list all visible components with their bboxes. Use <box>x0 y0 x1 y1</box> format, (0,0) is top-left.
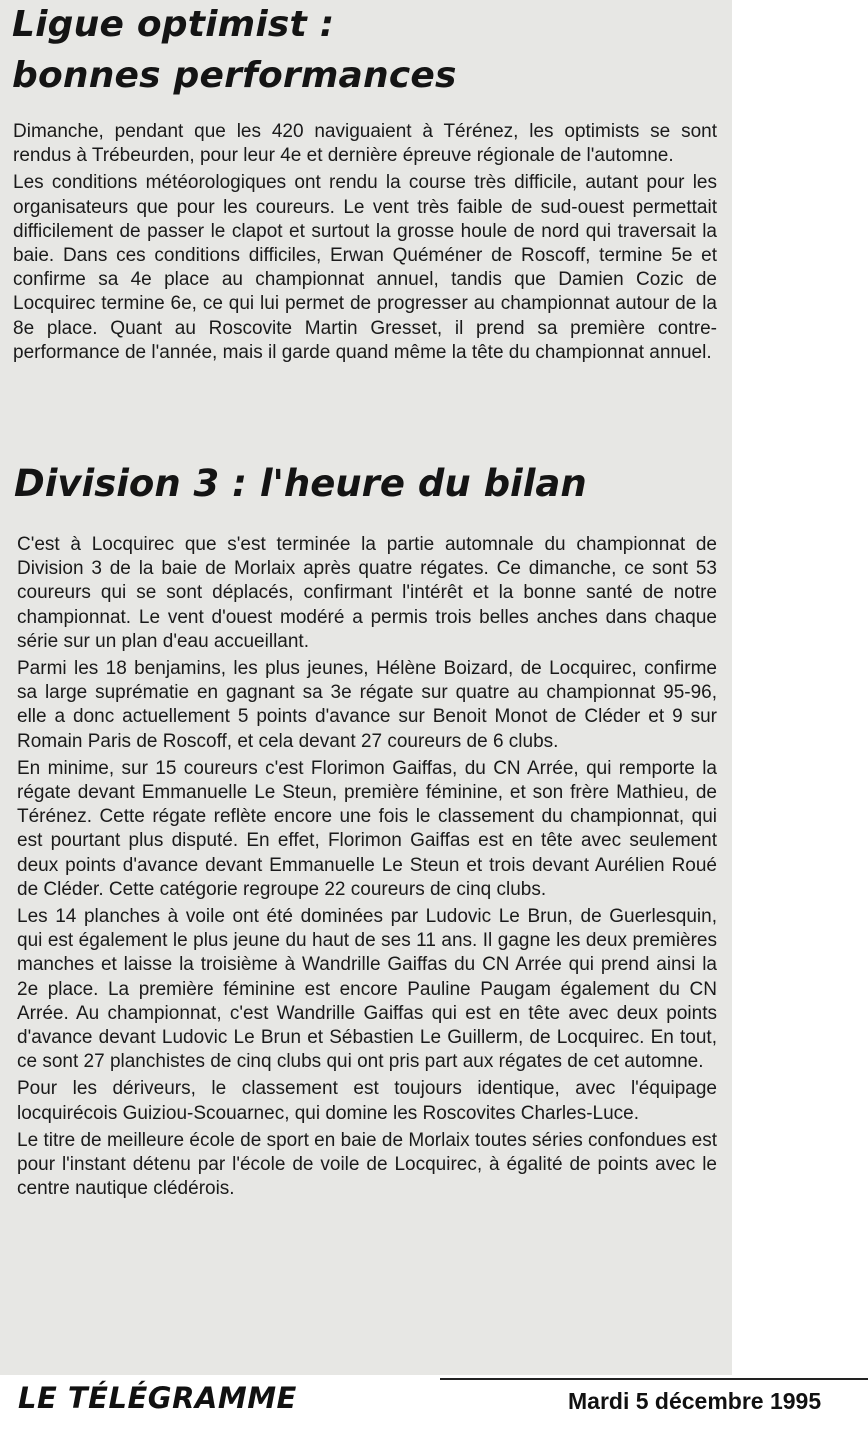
article2-paragraph: Les 14 planches à voile ont été dominées par Ludovic Le Brun, de Guerlesquin, qui est également le plus jeune du haut de ses 11 ans. Il gagne les deux premières manches et laisse la troisième à Wandrille Gaiffas du CN Arrée qui prend ainsi la 2e place. La première féminine est encore Pauline Paugam également du CN Arrée. Au championnat, c'est Wandrille Gaiffas qui est en tête avec deux points d'avance devant Ludovic Le Brun et Sébastien Le Guillerm, de Locquirec. En tout, ce sont 27 planchistes de cinq clubs qui ont pris part aux régates de cet automne. <box>17 906 717 1073</box>
footer-divider <box>440 1378 868 1380</box>
article1-title-line2: bonnes performances <box>12 55 457 96</box>
article2-paragraph: C'est à Locquirec que s'est terminée la partie automnale du championnat de Division 3 de la baie de Morlaix après quatre régates. Ce dimanche, ce sont 53 coureurs qui se sont déplacés, confirmant l'intérêt et la bonne santé de notre championnat. Le vent d'ouest modéré a permis trois belles anches dans chaque série sur un plan d'eau accueillant. <box>17 534 717 652</box>
article2-paragraph: Parmi les 18 benjamins, les plus jeunes, Hélène Boizard, de Locquirec, confirme sa large suprématie en gagnant sa 3e régate sur quatre au championnat 95-96, elle a donc actuellement 5 points d'avance sur Benoit Monot de Cléder et 9 sur Romain Paris de Roscoff, et cela devant 27 coureurs de 6 clubs. <box>17 658 717 752</box>
article1-paragraph: Les conditions météorologiques ont rendu la course très difficile, autant pour les organisateurs que pour les coureurs. Le vent très faible de sud-ouest permettait difficilement de passer le clapot et surtout la grosse houle de nord qui traversait la baie. Dans ces conditions difficiles, Erwan Quéméner de Roscoff, termine 5e et confirme sa 4e place au championnat annuel, tandis que Damien Cozic de Locquirec termine 6e, ce qui lui permet de progresser au championnat autour de la 8e place. Quant au Roscovite Martin Gresset, il prend sa première contre-performance de l'année, mais il garde quand même la tête du championnat annuel. <box>13 172 717 363</box>
article2-paragraph: Le titre de meilleure école de sport en baie de Morlaix toutes séries confondues est pour l'instant détenu par l'école de voile de Locquirec, à égalité de points avec le centre nautique clédérois. <box>17 1129 717 1200</box>
article1-title-line1: Ligue optimist : <box>12 4 335 45</box>
article2-paragraph: Pour les dériveurs, le classement est toujours identique, avec l'équipage locquirécois Guiziou-Scouarnec, qui domine les Roscovites Charles-Luce. <box>17 1078 717 1124</box>
article1-body <box>13 120 717 368</box>
article2-body <box>17 533 717 1204</box>
article2-title: Division 3 : l'heure du bilan <box>14 462 587 505</box>
article2-paragraph: En minime, sur 15 coureurs c'est Florimon Gaiffas, du CN Arrée, qui remporte la régate devant Emmanuelle Le Steun, première féminine, et son frère Mathieu, de Térénez. Cette régate reflète encore une fois le classement du championnat, qui est pourtant plus disputé. En effet, Florimon Gaiffas est en tête avec seulement deux points d'avance devant Emmanuelle Le Steun et trois devant Aurélien Roué de Cléder. Cette catégorie regroupe 22 coureurs de cinq clubs. <box>17 757 717 900</box>
newspaper-name: LE TÉLÉGRAMME <box>18 1381 297 1415</box>
article1-paragraph: Dimanche, pendant que les 420 naviguaient à Térénez, les optimists se sont rendus à Trébeurden, pour leur 4e et dernière épreuve régionale de l'automne. <box>13 121 717 167</box>
publication-date: Mardi 5 décembre 1995 <box>568 1388 822 1414</box>
